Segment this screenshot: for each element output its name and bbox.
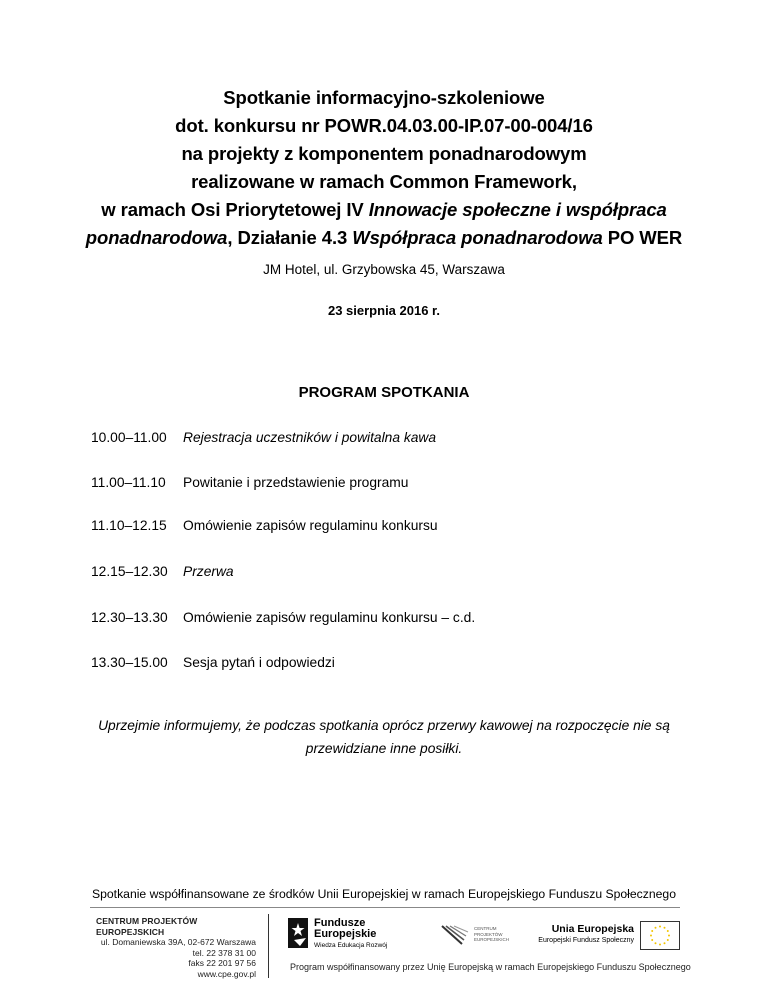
- cpe-swoosh-icon: [440, 922, 472, 950]
- agenda-row: [91, 430, 436, 450]
- cpe-name: CENTRUM PROJEKTÓW EUROPEJSKICH: [96, 916, 198, 937]
- cpe-address: ul. Domaniewska 39A, 02-672 Warszawa: [100, 937, 256, 948]
- agenda-row: [91, 518, 438, 538]
- cpe-logo-line-1: CENTRUM PROJEKTÓW: [474, 926, 503, 937]
- eu-text: [538, 923, 634, 947]
- eu-name: Unia Europejska: [551, 923, 634, 935]
- agenda-time: 13.30–15.00: [91, 655, 168, 670]
- eu-star: [668, 935, 670, 937]
- eu-star: [667, 939, 669, 941]
- eu-flag-icon: [640, 921, 680, 950]
- cpe-phone: tel. 22 378 31 00: [192, 947, 256, 958]
- title-line-6-italic-2: Współpraca ponadnarodowa: [352, 227, 603, 248]
- eu-fund: Europejski Fundusz Społeczny: [538, 937, 634, 944]
- title-line-6-mid: , Działanie 4.3: [227, 227, 353, 248]
- agenda-time: 11.10–12.15: [91, 518, 167, 533]
- agenda-row: [91, 475, 408, 495]
- agenda-item: Omówienie zapisów regulaminu konkursu: [183, 518, 438, 533]
- cpe-logo-text: [474, 926, 520, 943]
- fe-line-1: Fundusze: [314, 917, 366, 929]
- agenda-item: Sesja pytań i odpowiedzi: [183, 655, 335, 670]
- title-line-4: realizowane w ramach Common Framework,: [191, 171, 577, 192]
- title-line-3: na projekty z komponentem ponadnarodowym: [181, 143, 587, 164]
- eu-star: [667, 930, 669, 932]
- eu-star: [651, 939, 653, 941]
- notice-line-2: przewidziane inne posiłki.: [305, 741, 463, 756]
- eu-star: [664, 927, 666, 929]
- agenda-row: [91, 610, 475, 630]
- meal-notice: [70, 714, 698, 760]
- eu-star: [651, 930, 653, 932]
- fe-star-icon: [286, 916, 310, 950]
- event-date: 23 sierpnia 2016 r.: [327, 303, 441, 318]
- program-cofinancing-note: Program współfinansowany przez Unię Europejską w ramach Europejskiego Funduszu Społecznego: [290, 962, 691, 972]
- footer-separator: [268, 914, 269, 978]
- title-line-2: dot. konkursu nr POWR.04.03.00-IP.07-00-004/16: [175, 115, 593, 136]
- agenda-item: Przerwa: [183, 564, 234, 579]
- agenda-time: 12.30–13.30: [91, 610, 168, 625]
- agenda-time: 10.00–11.00: [91, 430, 167, 445]
- venue: JM Hotel, ul. Grzybowska 45, Warszawa: [263, 262, 505, 277]
- cpe-logo: [440, 922, 520, 952]
- eu-stars-icon: [641, 922, 679, 949]
- cpe-contact-block: [96, 916, 256, 980]
- footer-divider: [90, 907, 680, 908]
- agenda-time: 11.00–11.10: [91, 475, 166, 490]
- title-line-5-italic: Innowacje społeczne i współpraca: [368, 199, 667, 220]
- title-line-6-post: PO WER: [602, 227, 683, 248]
- title-line-6-italic-1: ponadnarodowa: [85, 227, 228, 248]
- eu-star: [650, 935, 652, 937]
- fe-subtitle: Wiedza Edukacja Rozwój: [314, 942, 388, 949]
- title-line-1: Spotkanie informacyjno-szkoleniowe: [223, 87, 545, 108]
- eu-star: [659, 944, 661, 946]
- eu-star: [659, 926, 661, 928]
- cofinancing-note: Spotkanie współfinansowane ze środków Unii Europejskiej w ramach Europejskiego Funduszu Społecznego: [92, 887, 676, 901]
- title-line-6: [20, 224, 748, 252]
- document-title: [20, 84, 748, 252]
- eu-star: [655, 942, 657, 944]
- fundusze-europejskie-logo: [286, 916, 406, 952]
- fe-line-2: Europejskie: [314, 928, 377, 940]
- agenda-row: [91, 655, 335, 675]
- notice-line-1: Uprzejmie informujemy, że podczas spotkania oprócz przerwy kawowej na rozpoczęcie nie są: [98, 718, 670, 733]
- eu-star: [655, 927, 657, 929]
- agenda-time: 12.15–12.30: [91, 564, 168, 579]
- cpe-fax: faks 22 201 97 56: [188, 958, 256, 969]
- cpe-website: www.cpe.gov.pl: [197, 968, 256, 979]
- agenda-item: Omówienie zapisów regulaminu konkursu – c.d.: [183, 610, 476, 625]
- cpe-logo-line-2: EUROPEJSKICH: [474, 937, 510, 942]
- agenda-item: Rejestracja uczestników i powitalna kawa: [183, 430, 437, 445]
- title-line-5: [20, 196, 748, 224]
- agenda-item: Powitanie i przedstawienie programu: [183, 475, 409, 490]
- program-heading: PROGRAM SPOTKANIA: [298, 384, 470, 401]
- eu-star: [664, 942, 666, 944]
- title-line-5-text: w ramach Osi Priorytetowej IV: [101, 199, 369, 220]
- agenda-row: [91, 564, 234, 584]
